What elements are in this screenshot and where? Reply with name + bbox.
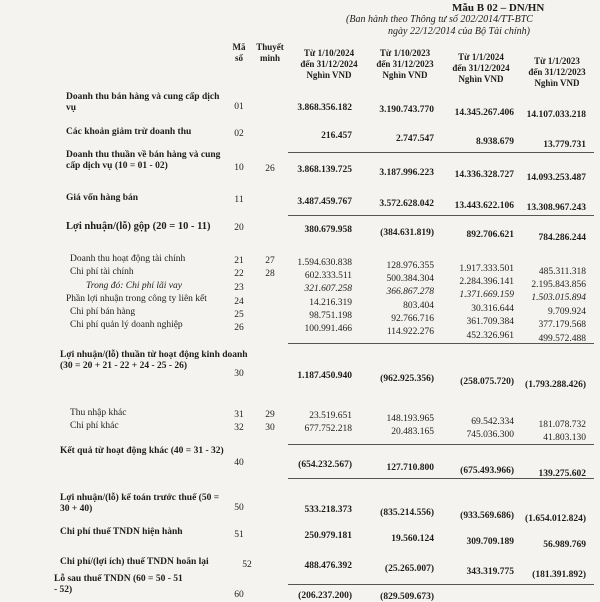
row-value: 361.709.384	[466, 317, 514, 327]
row-value: 321.607.258	[304, 284, 352, 294]
row-value: 499.572.488	[538, 334, 586, 344]
row-value: 533.218.373	[304, 505, 352, 515]
row-label-revenue: Doanh thu bán hàng và cung cấp dịch vụ	[66, 92, 220, 113]
form-code: Mẫu B 02 – DN/HN	[452, 2, 545, 14]
row-value: 41.803.130	[543, 433, 586, 443]
row-value: 2.284.396.141	[459, 277, 514, 287]
row-label-associates-profit: Phần lợi nhuận trong công ty liên kết	[66, 294, 207, 304]
row-label-cogs: Giá vốn hàng bán	[66, 193, 139, 203]
row-label-financial-income: Doanh thu hoạt động tài chính	[70, 254, 186, 264]
row-code: 22	[234, 269, 244, 279]
row-value: (258.075.720)	[460, 377, 514, 387]
subtotal-rule	[288, 343, 594, 344]
row-value: (181.391.892)	[532, 570, 586, 580]
row-value: 784.286.244	[538, 233, 586, 243]
row-label-deductions: Các khoản giảm trừ doanh thu	[66, 127, 192, 137]
row-label-admin-expense: Chi phí quản lý doanh nghiệp	[70, 320, 183, 330]
row-note: 27	[265, 256, 275, 266]
row-label-deferred-tax: Chi phí/(lợi ích) thuế TNDN hoãn lại	[60, 557, 209, 567]
row-label-loss-after-tax: Lỗ sau thuế TNDN (60 = 50 - 51 - 52)	[54, 574, 183, 595]
row-value: 3.187.996.223	[379, 168, 434, 178]
row-code: 02	[234, 129, 244, 139]
row-value: (384.631.819)	[380, 228, 434, 238]
row-note: 29	[265, 410, 275, 420]
col-header-q4-2024: Từ 1/10/2024 đến 31/12/2024 Nghìn VND	[300, 48, 358, 80]
row-code: 31	[234, 410, 244, 420]
row-value: 3.487.459.767	[297, 197, 352, 207]
row-label-operating-profit: Lợi nhuận/(lỗ) thuần từ hoạt động kinh doanh (30 = 20 + 21 - 22 + 24 - 25 - 26)	[60, 350, 248, 371]
row-value: 14.093.253.487	[526, 173, 586, 183]
row-value: 366.867.278	[386, 287, 434, 297]
row-code: 50	[234, 503, 244, 513]
row-note: 26	[265, 164, 275, 174]
row-value: (675.493.966)	[460, 466, 514, 476]
row-value: (206.237.200)	[298, 591, 352, 601]
subtotal-rule	[288, 215, 594, 216]
row-value: 309.709.189	[466, 537, 514, 547]
row-label-other-result: Kết quả từ hoạt động khác (40 = 31 - 32)	[60, 446, 224, 456]
row-value: 100.991.466	[304, 324, 352, 334]
row-value: (835.214.556)	[380, 508, 434, 518]
row-value: 13.779.731	[543, 140, 586, 150]
col-header-q4-2023: Từ 1/10/2023 đến 31/12/2023 Nghìn VND	[376, 48, 434, 80]
row-code: 26	[234, 323, 244, 333]
row-value: 23.519.651	[309, 411, 352, 421]
row-value: 343.319.775	[466, 567, 514, 577]
subtotal-rule	[288, 152, 594, 153]
row-value: 128.976.355	[386, 261, 434, 271]
row-value: 14.107.033.218	[526, 110, 586, 120]
row-code: 30	[234, 369, 244, 379]
row-code: 10	[234, 163, 244, 173]
row-value: (1.793.288.426)	[525, 380, 586, 390]
row-code: 40	[234, 458, 244, 468]
row-code: 60	[234, 590, 244, 600]
row-value: 56.989.769	[543, 540, 586, 550]
col-header-fy-2023: Từ 1/1/2023 đến 31/12/2023 Nghìn VND	[528, 56, 586, 88]
row-value: 2.747.547	[396, 134, 434, 144]
row-value: (933.569.686)	[460, 511, 514, 521]
row-value: 14.216.319	[309, 298, 352, 308]
row-value: 13.308.967.243	[526, 203, 586, 213]
row-value: 452.326.961	[466, 331, 514, 341]
row-label-selling-expense: Chi phí bán hàng	[70, 307, 136, 317]
row-label-financial-expense: Chi phí tài chính	[70, 267, 134, 277]
row-value: 69.542.334	[471, 417, 514, 427]
col-header-fy-2024: Từ 1/1/2024 đến 31/12/2024 Nghìn VND	[452, 52, 510, 84]
row-code: 21	[234, 256, 244, 266]
row-code: 24	[234, 297, 244, 307]
row-value: 14.345.267.406	[454, 108, 514, 118]
row-value: 216.457	[321, 131, 352, 141]
row-value: 8.938.679	[476, 137, 514, 147]
row-value: (1.654.012.824)	[525, 514, 586, 524]
regulation-line: (Ban hành theo Thông tư số 202/2014/TT-BTC	[346, 14, 533, 25]
row-value: (962.925.356)	[380, 374, 434, 384]
row-value: 181.078.732	[538, 420, 586, 430]
row-value: 14.336.328.727	[454, 170, 514, 180]
row-label-other-expense: Chi phí khác	[70, 421, 119, 431]
row-value: 98.751.198	[309, 311, 352, 321]
row-value: 92.766.716	[391, 314, 434, 324]
regulation-date-line: ngày 22/12/2014 của Bộ Tài chính)	[388, 26, 530, 37]
row-label-net-revenue: Doanh thu thuần về bán hàng và cung cấp dịch vụ (10 = 01 - 02)	[66, 150, 221, 171]
row-value: 2.195.843.856	[531, 280, 586, 290]
row-note: 28	[265, 269, 275, 279]
row-value: 1.371.669.159	[459, 290, 514, 300]
row-code: 01	[234, 102, 244, 112]
row-value: 19.560.124	[391, 534, 434, 544]
subtotal-rule	[288, 584, 594, 585]
row-value: 127.710.800	[386, 463, 434, 473]
row-value: 148.193.965	[386, 414, 434, 424]
row-code: 52	[242, 560, 252, 570]
row-value: 3.868.139.725	[297, 165, 352, 175]
row-value: (829.509.673)	[380, 592, 434, 602]
row-value: (25.265.007)	[384, 564, 434, 574]
row-label-gross-profit: Lợi nhuận/(lỗ) gộp (20 = 10 - 11)	[66, 221, 211, 232]
row-value: 1.503.015.894	[531, 293, 586, 303]
row-note: 30	[265, 423, 275, 433]
row-value: 677.752.218	[304, 424, 352, 434]
subtotal-rule	[288, 478, 594, 479]
row-value: 377.179.568	[538, 320, 586, 330]
row-value: 20.483.165	[391, 427, 434, 437]
row-value: 9.709.924	[548, 307, 586, 317]
row-code: 11	[234, 195, 244, 205]
row-value: 500.384.304	[386, 274, 434, 284]
row-code: 32	[234, 423, 244, 433]
row-value: 380.679.958	[304, 225, 352, 235]
col-header-code: Mã số	[232, 42, 246, 63]
row-value: 13.443.622.106	[454, 201, 514, 211]
row-value: 745.036.300	[466, 430, 514, 440]
row-value: 892.706.621	[466, 230, 514, 240]
row-value: 1.187.450.940	[297, 371, 352, 381]
row-value: 488.476.392	[304, 561, 352, 571]
row-label-other-income: Thu nhập khác	[70, 408, 127, 418]
row-value: 803.404	[403, 301, 434, 311]
row-code: 23	[234, 283, 244, 293]
row-value: 3.190.743.770	[379, 105, 434, 115]
row-value: 3.868.356.182	[297, 103, 352, 113]
row-value: 250.979.181	[304, 531, 352, 541]
row-value: 602.333.511	[304, 271, 352, 281]
row-value: 485.311.318	[538, 267, 586, 277]
row-value: 1.917.333.501	[459, 264, 514, 274]
row-value: (654.232.567)	[298, 460, 352, 470]
row-label-interest-expense: Trong đó: Chi phí lãi vay	[86, 281, 182, 291]
row-code: 20	[234, 223, 244, 233]
row-value: 30.316.644	[471, 304, 514, 314]
row-value: 139.275.602	[538, 469, 586, 479]
row-value: 114.922.276	[386, 327, 434, 337]
row-value: 3.572.628.042	[379, 199, 434, 209]
subtotal-rule	[288, 444, 594, 445]
row-code: 25	[234, 310, 244, 320]
row-label-current-tax: Chi phí thuế TNDN hiện hành	[60, 527, 183, 537]
row-label-profit-before-tax: Lợi nhuận/(lỗ) kế toán trước thuế (50 = 30 + 40)	[60, 493, 220, 514]
row-value: 1.594.630.838	[297, 258, 352, 268]
row-code: 51	[234, 530, 244, 540]
col-header-note: Thuyết minh	[256, 42, 284, 63]
